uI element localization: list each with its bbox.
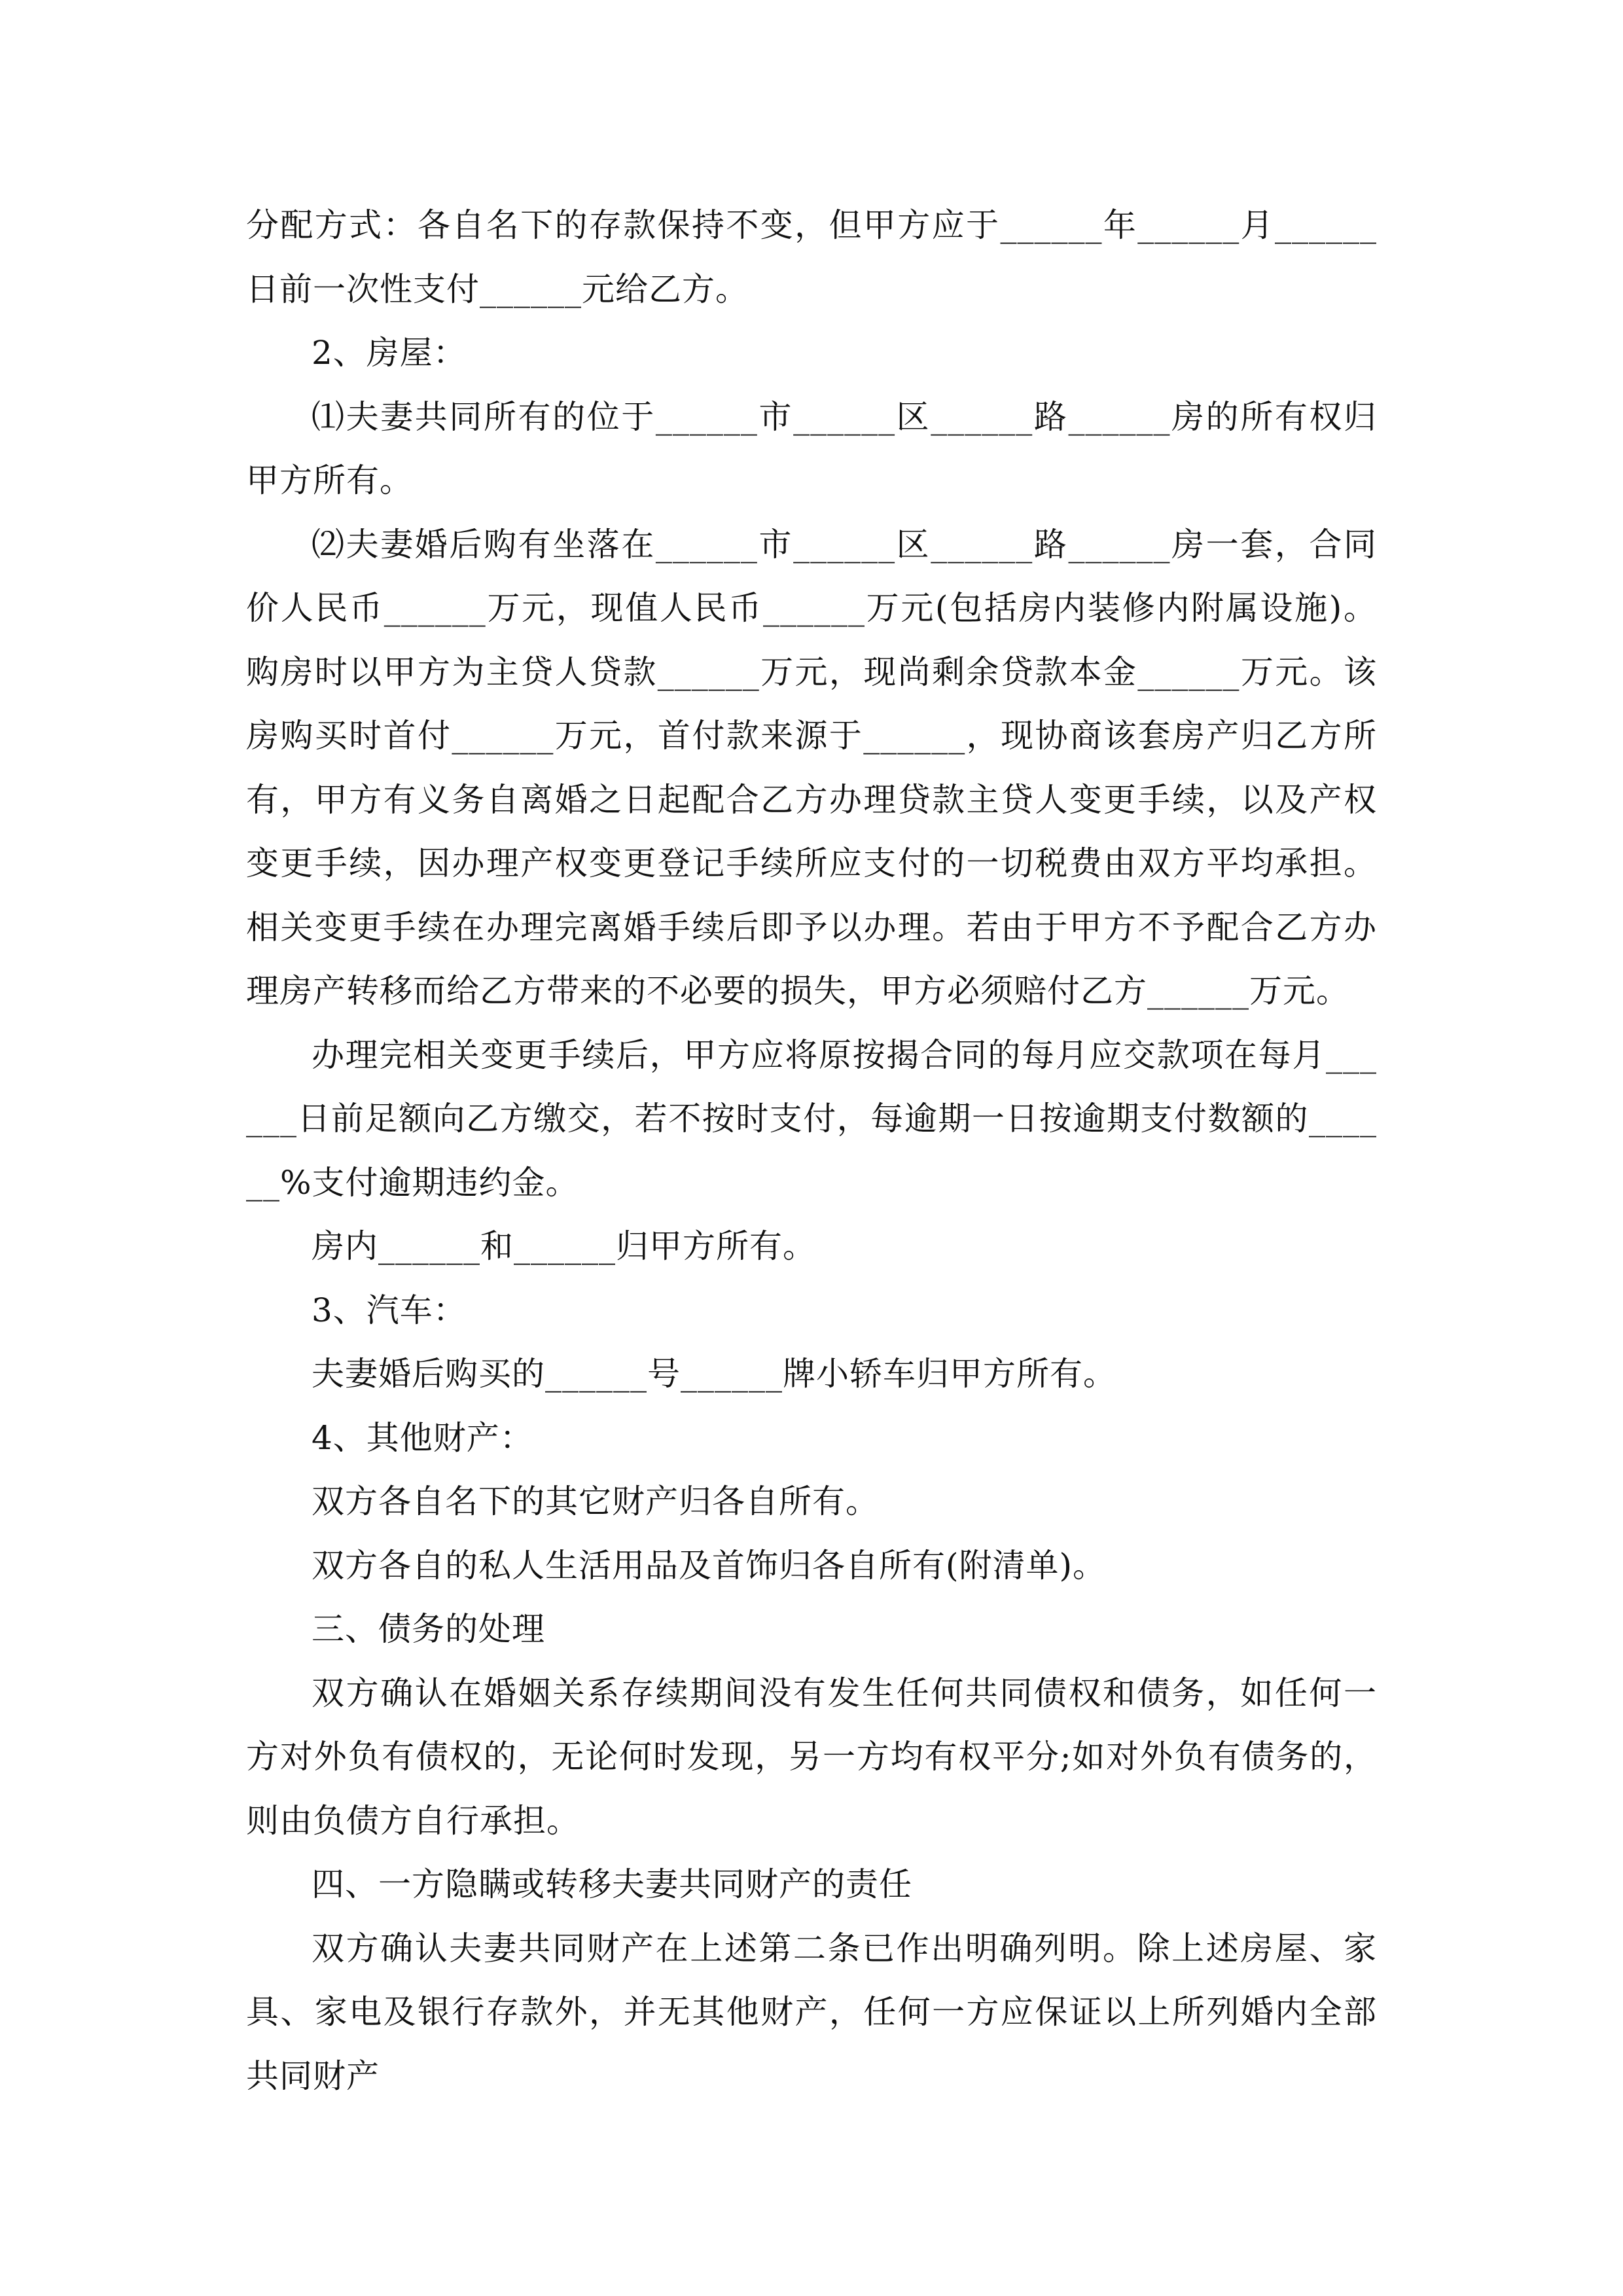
heading-house: 2、房屋： [312, 334, 467, 372]
heading-debt: 三、债务的处理 [312, 1610, 545, 1648]
heading-concealment: 四、一方隐瞒或转移夫妻共同财产的责任 [312, 1865, 912, 1903]
heading-other-property: 4、其他财产： [312, 1418, 533, 1457]
paragraph-personal-items: 双方各自的私人生活用品及首饰归各自所有(附清单)。 [312, 1546, 1107, 1585]
paragraph-mortgage-payment: 办理完相关变更手续后，甲方应将原按揭合同的每月应交款项在每月______日前足额向乙方缴交，若不按时支付，每逾期一日按逾期支付数额的______%支付逾期违约金。 [246, 1035, 1377, 1202]
paragraph-house-ownership: ⑴夫妻共同所有的位于______市______区______路______房的所有权归甲方所有。 [246, 397, 1377, 499]
paragraph-house-purchase: ⑵夫妻婚后购有坐落在______市______区______路______房一套，合同价人民币______万元，现值人民币______万元(包括房内装修内附属设施)。购房时以甲方为主贷人贷款______万元，现尚剩余贷款本金______万元。该房购买时首付______万元，首付款来源于______，现协商该套房产归乙方所有，甲方有义务自离婚之日起配合乙方办理贷款主贷人变更手续，以及产权变更手续，因办理产权变更登记手续所应支付的一切税费由双方平均承担。相关变更手续在办理完离婚手续后即予以办理。若由于甲方不予配合乙方办理房产转移而给乙方带来的不必要的损失，甲方必须赔付乙方______万元。 [246, 525, 1377, 1010]
paragraph-deposit-distribution: 分配方式：各自名下的存款保持不变，但甲方应于______年______月______日前一次性支付______元给乙方。 [246, 206, 1377, 308]
document-body [246, 194, 1377, 2108]
paragraph-house-contents: 房内______和______归甲方所有。 [312, 1227, 816, 1265]
paragraph-concealment: 双方确认夫妻共同财产在上述第二条已作出明确列明。除上述房屋、家具、家电及银行存款外，并无其他财产，任何一方应保证以上所列婚内全部共同财产 [246, 1929, 1377, 2095]
paragraph-debt: 双方确认在婚姻关系存续期间没有发生任何共同债权和债务，如任何一方对外负有债权的，无论何时发现，另一方均有权平分;如对外负有债务的，则由负债方自行承担。 [246, 1674, 1377, 1840]
paragraph-car-ownership: 夫妻婚后购买的______号______牌小轿车归甲方所有。 [312, 1355, 1116, 1393]
paragraph-other-property: 双方各自名下的其它财产归各自所有。 [312, 1482, 879, 1520]
heading-car: 3、汽车： [312, 1291, 467, 1329]
